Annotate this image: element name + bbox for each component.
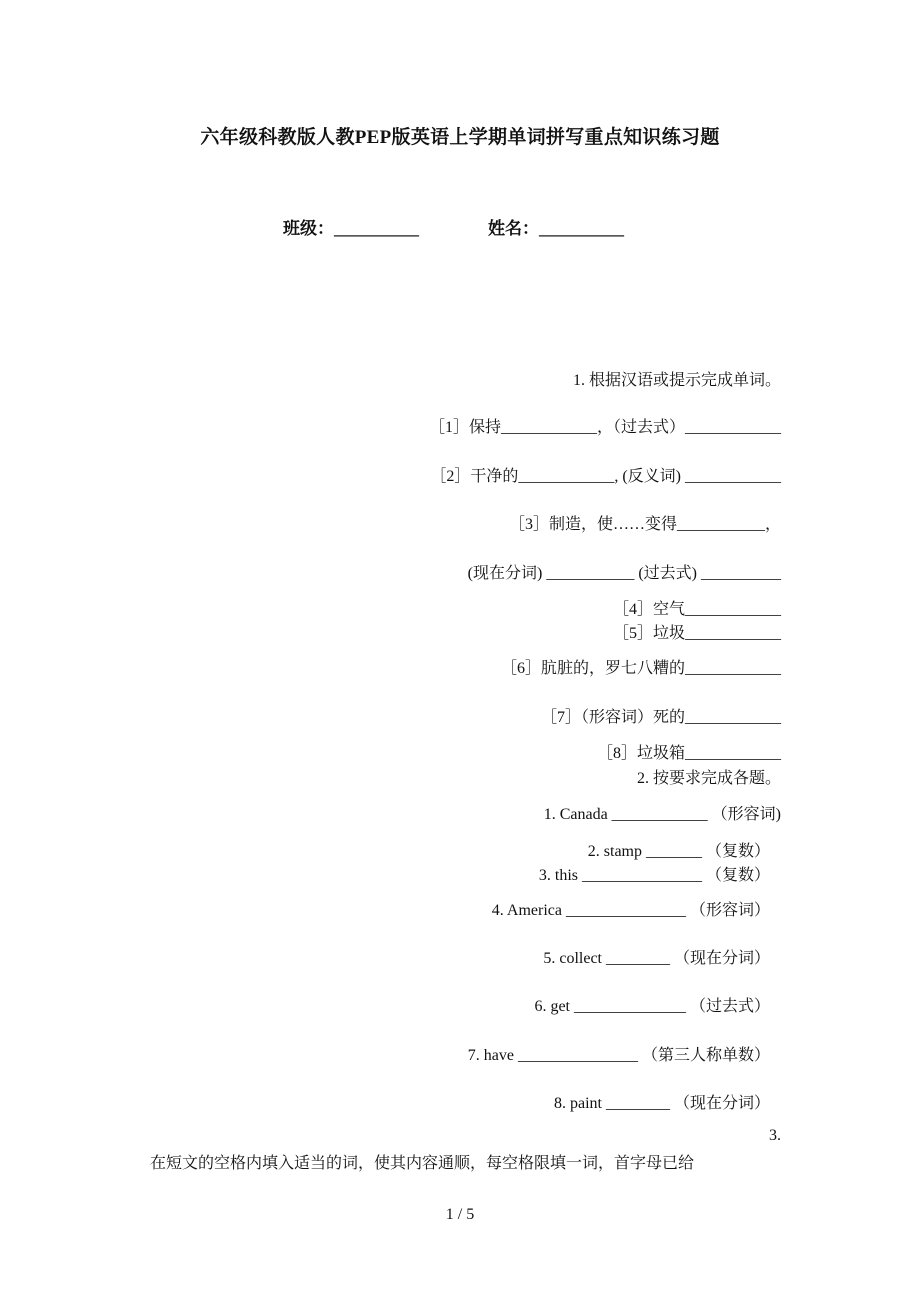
section3-number: 3. [769, 1127, 781, 1144]
section2-heading: 2. 按要求完成各题。 [636, 770, 781, 787]
section1-item-1: ［1］保持____________，（过去式）____________ [428, 419, 781, 436]
section1-item-7: ［7］（形容词）死的____________ [540, 709, 781, 726]
section2-item-7: 7. have _______________ （第三人称单数） [467, 1047, 770, 1064]
section1-item-4: ［4］空气____________ [612, 601, 781, 618]
section2-item-6: 6. get ______________ （过去式） [534, 998, 770, 1015]
page-number: 1 / 5 [445, 1206, 475, 1223]
section1-item-6: ［6］肮脏的，罗七八糟的____________ [500, 660, 781, 677]
section1-item-5: ［5］垃圾____________ [612, 625, 781, 642]
name-field: 姓名：__________ [488, 219, 624, 238]
section3-instruction: 在短文的空格内填入适当的词，使其内容通顺，每空格限填一词，首字母已给 [150, 1155, 695, 1172]
class-field: 班级：__________ [283, 219, 419, 238]
section1-item-2: ［2］干净的____________, (反义词) ____________ [430, 468, 781, 485]
section2-item-8: 8. paint ________ （现在分词） [554, 1095, 770, 1112]
section2-item-1: 1. Canada ____________ （形容词) [543, 806, 781, 823]
section1-item-8: ［8］垃圾箱____________ [596, 745, 781, 762]
page-title: 六年级科教版人教PEP版英语上学期单词拼写重点知识练习题 [200, 127, 720, 148]
section1-item-3-continued: (现在分词) ___________ (过去式) __________ [467, 565, 781, 582]
section2-item-2: 2. stamp _______ （复数） [587, 843, 770, 860]
section2-item-3: 3. this _______________ （复数） [538, 867, 770, 884]
section1-item-3: ［3］制造，使……变得___________， [508, 516, 781, 533]
section2-item-4: 4. America _______________ （形容词） [491, 902, 770, 919]
section1-heading: 1. 根据汉语或提示完成单词。 [572, 372, 781, 389]
section2-item-5: 5. collect ________ （现在分词） [543, 950, 770, 967]
